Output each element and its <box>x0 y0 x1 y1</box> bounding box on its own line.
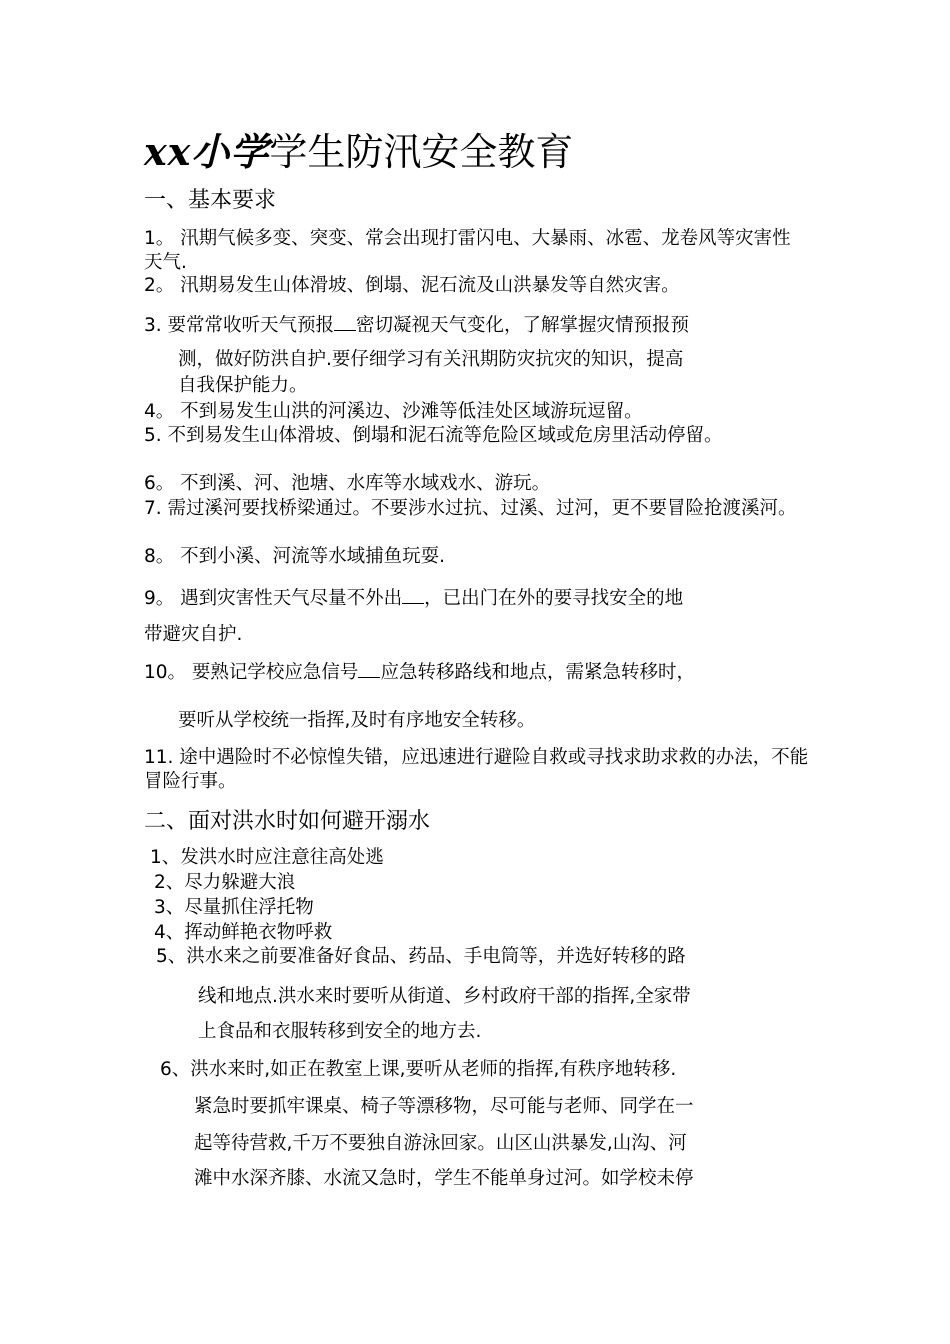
requirement-item-9-line-1: 9。 遇到灾害性天气尽量不外出 ，已出门在外的要寻找安全的地 <box>144 588 684 609</box>
underline-gap-mark <box>358 667 380 678</box>
underline-gap-mark <box>334 320 356 331</box>
flood-item-6-line-3: 起等待营救,千万不要独自游泳回家。山区山洪暴发,山沟、河 <box>194 1133 687 1154</box>
requirement-item-11: 11. 途中遇险时不必惊惶失错，应迅速进行避险自救或寻找求助求救的办法，不能冒险行事。 <box>144 747 809 792</box>
underline-gap-mark <box>402 593 424 604</box>
requirement-item-6: 6。 不到溪、河、池塘、水库等水域戏水、游玩。 <box>144 473 551 494</box>
document-title <box>144 128 573 176</box>
flood-item-4: 4、挥动鲜艳衣物呼救 <box>154 922 333 943</box>
requirement-item-10-line-1: 10。 要熟记学校应急信号 应急转移路线和地点，需紧急转移时， <box>144 662 695 683</box>
requirement-item-8: 8。 不到小溪、河流等水域捕鱼玩耍. <box>144 546 446 567</box>
requirement-item-10-line-2: 要听从学校统一指挥,及时有序地安全转移。 <box>178 710 536 731</box>
flood-item-2: 2、尽力躲避大浪 <box>154 872 296 893</box>
requirement-item-5: 5. 不到易发生山体滑坡、倒塌和泥石流等危险区域或危房里活动停留。 <box>144 425 723 446</box>
flood-item-6-line-1: 6、洪水来时,如正在教室上课,要听从老师的指挥,有秩序地转移. <box>160 1059 677 1080</box>
requirement-item-3-line-1: 3. 要常常收听天气预报 密切凝视天气变化，了解掌握灾情预报预 <box>144 315 690 336</box>
flood-item-1: 1、发洪水时应注意往高处逃 <box>150 847 384 868</box>
flood-item-6-line-2: 紧急时要抓牢课桌、椅子等漂移物，尽可能与老师、同学在一 <box>194 1096 694 1117</box>
flood-item-5-line-1: 5、洪水来之前要准备好食品、药品、手电筒等，并选好转移的路 <box>156 946 686 967</box>
requirement-item-3-line-2: 测，做好防洪自护.要仔细学习有关汛期防灾抗灾的知识，提高 <box>178 349 684 370</box>
requirement-item-4: 4。 不到易发生山洪的河溪边、沙滩等低洼处区域游玩逗留。 <box>144 401 643 422</box>
requirement-item-3-line-3: 自我保护能力。 <box>178 375 308 396</box>
flood-item-5-line-3: 上食品和衣服转移到安全的地方去. <box>198 1021 482 1042</box>
flood-item-3: 3、尽量抓住浮托物 <box>154 897 314 918</box>
flood-item-6-line-4: 滩中水深齐膝、水流又急时，学生不能单身过河。如学校未停 <box>194 1168 694 1189</box>
requirement-item-1: 1。 汛期气候多变、突变、常会出现打雷闪电、大暴雨、冰雹、龙卷风等灾害性天气. <box>144 228 791 273</box>
flood-item-5-line-2: 线和地点.洪水来时要听从街道、乡村政府干部的指挥,全家带 <box>198 986 691 1007</box>
school-name-handwritten: xx小学 <box>144 129 270 174</box>
requirement-item-7: 7. 需过溪河要找桥梁通过。不要涉水过抗、过溪、过河，更不要冒险抢渡溪河。 <box>144 498 797 519</box>
section-heading-basic-requirements: 一、基本要求 <box>144 188 277 213</box>
requirement-item-2: 2。 汛期易发生山体滑坡、倒塌、泥石流及山洪暴发等自然灾害。 <box>144 275 680 296</box>
requirement-item-9-line-2: 带避灾自护. <box>144 624 243 645</box>
title-main: 学生防汛安全教育 <box>269 130 574 174</box>
section-heading-flood-drowning: 二、面对洪水时如何避开溺水 <box>144 809 431 834</box>
